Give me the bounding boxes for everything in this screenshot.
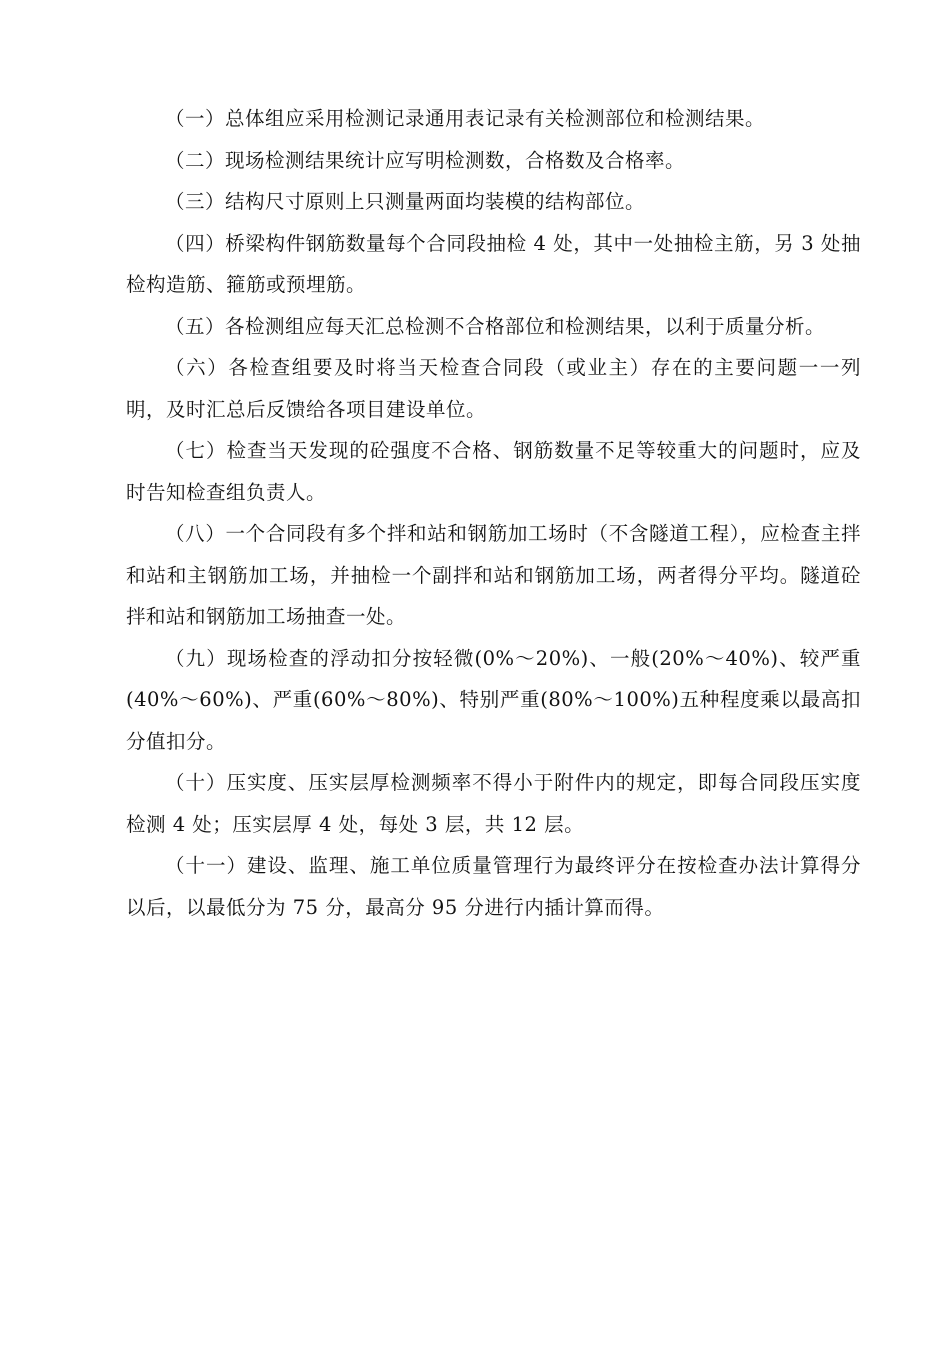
paragraph-10: （十）压实度、压实层厚检测频率不得小于附件内的规定，即每合同段压实度检测 4 处；压实层厚 4 处，每处 3 层，共 12 层。 [126,771,861,836]
paragraph-11: （十一）建设、监理、施工单位质量管理行为最终评分在按检查办法计算得分以后，以最低分为 75 分，最高分 95 分进行内插计算而得。 [126,854,861,919]
paragraph-3: （三）结构尺寸原则上只测量两面均装模的结构部位。 [165,190,646,213]
paragraph-6: （六）各检查组要及时将当天检查合同段（或业主）存在的主要问题一一列明，及时汇总后反馈给各项目建设单位。 [126,356,861,421]
paragraph-5: （五）各检测组应每天汇总检测不合格部位和检测结果，以利于质量分析。 [165,314,826,338]
paragraph-4: （四）桥梁构件钢筋数量每个合同段抽检 4 处，其中一处抽检主筋，另 3 处抽检构造筋、箍筋或预埋筋。 [126,231,861,296]
paragraph-7: （七）检查当天发现的砼强度不合格、钢筋数量不足等较重大的问题时，应及时告知检查组负责人。 [126,439,861,504]
paragraph-2: （二）现场检测结果统计应写明检测数，合格数及合格率。 [165,148,686,172]
document-body [126,98,861,928]
paragraph-9: （九）现场检查的浮动扣分按轻微(0%～20%)、一般(20%～40%)、较严重(40%～60%)、严重(60%～80%)、特别严重(80%～100%)五种程度乘以最高扣分值扣分。 [126,646,861,753]
paragraph-8: （八）一个合同段有多个拌和站和钢筋加工场时（不含隧道工程），应检查主拌和站和主钢筋加工场，并抽检一个副拌和站和钢筋加工场，两者得分平均。隧道砼拌和站和钢筋加工场抽查一处。 [126,522,861,628]
paragraph-1: （一）总体组应采用检测记录通用表记录有关检测部位和检测结果。 [165,107,766,130]
